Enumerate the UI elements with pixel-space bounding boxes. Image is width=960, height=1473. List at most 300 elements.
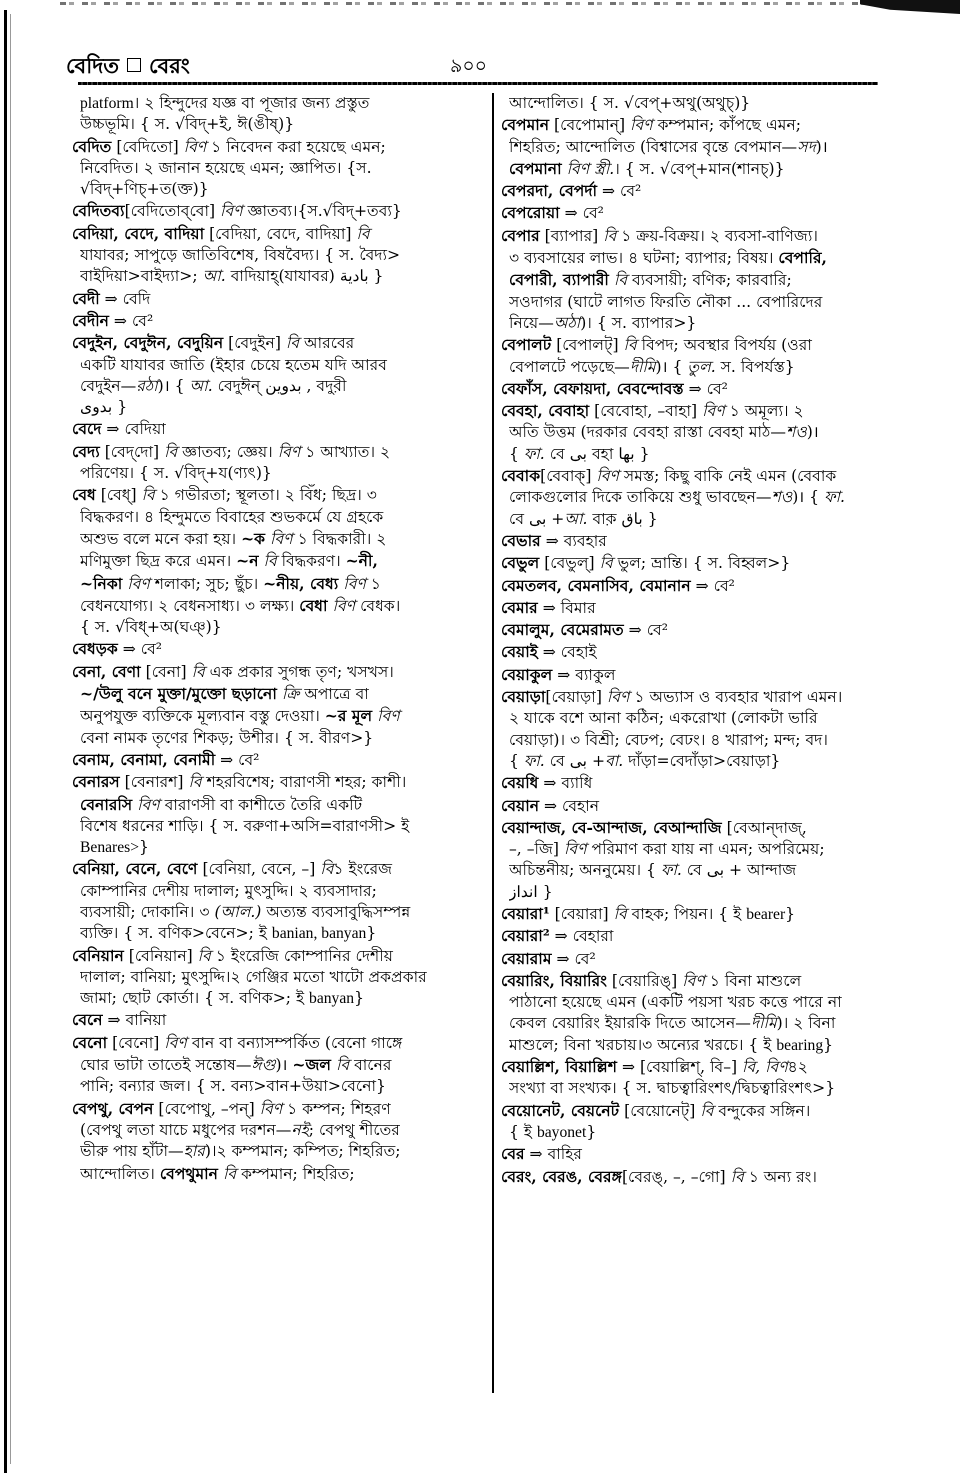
definition-text: কম্পমান; শিহরিত; (236, 1164, 355, 1183)
entry-line (80, 179, 480, 200)
definition-text: পাঠানো হয়েছে এমন (একটি পয়সা খরচ কত্তে পারে না (509, 993, 842, 1012)
definition-text: ⇒ বে² (690, 576, 735, 595)
definition-text: )। (275, 1056, 293, 1075)
entry-headword-line (72, 945, 480, 967)
definition-text: [বেনা] (140, 662, 192, 681)
grammar-label: বি (603, 226, 617, 245)
definition-text: ⇒ বে² (559, 204, 604, 223)
definition-text: ১ নিবেদন করা হয়েছে এমন; (206, 137, 386, 156)
definition-text: বন্দুকের সঙ্গিন। (713, 1101, 811, 1120)
definition-text: } (586, 1122, 597, 1141)
box-separator-icon (127, 58, 141, 72)
definition-text: বেধক। (355, 596, 401, 615)
entry-line (509, 839, 909, 860)
definition-text: বিপদ; অবস্থার বিপর্যয় (ওরা (636, 336, 812, 355)
definition-text: পানি; বন্যার জল। { স. বন্য>বান+উয়া>বেনো} (80, 1077, 386, 1096)
entry-headword-line (501, 686, 909, 708)
entry-headword-line (501, 1100, 909, 1122)
headword: বেয়ারিং, বিয়ারিং (501, 970, 607, 990)
grammar-label: বিণ (563, 840, 587, 859)
entry-line (80, 507, 480, 528)
headword: বেদী (72, 288, 100, 308)
definition-text: ⇒ ব্যবহার (540, 531, 607, 550)
headword: বেদিত (72, 136, 112, 156)
entry-headword-line (72, 484, 480, 506)
entry-headword-line (72, 441, 480, 463)
definition-text: দালাল; বানিয়া; মুৎসুদ্দি।২ গেঞ্জির মতো খাটো প্রকপ্রকার (80, 967, 427, 986)
entry-line (80, 266, 480, 287)
definition-text: বেদুইন— (80, 376, 137, 395)
grammar-label: বিণ (332, 596, 356, 615)
definition-text: শহরবিশেষ; বারাণসী শহর; কাশী। (201, 773, 407, 792)
headword: বেধা (299, 595, 328, 615)
entry-headword-line (501, 619, 909, 641)
entry-headword-line (501, 903, 909, 925)
grammar-label: রঠা (136, 376, 158, 395)
entry-headword-line (72, 661, 480, 683)
definition-text: [বেনিয়ান] (123, 946, 198, 965)
grammar-label: হার (183, 1142, 205, 1161)
definition-text: انداز } (509, 882, 553, 901)
grammar-label: শও (771, 488, 793, 507)
grammar-label: বিণ (277, 442, 301, 461)
entry-headword-line (501, 970, 909, 992)
definition-text: [বেপালট্‌] (551, 336, 624, 355)
definition-text: )। { স. ব্যাপার>} (580, 313, 697, 332)
grammar-label: বি (285, 334, 300, 353)
definition-text: } (366, 924, 377, 943)
definition-text: [বেপোথু, –পন্‌] (153, 1099, 260, 1118)
entry-line (80, 93, 480, 114)
headword: বেনিয়া, বেনে, বেণে (72, 859, 198, 879)
grammar-label: বিণ (596, 467, 619, 486)
grammar-label: বি (613, 904, 627, 923)
headword: বেনারস (72, 772, 120, 792)
definition-text: ব্যবসায়ী; বণিক; কারবারি; (627, 271, 792, 290)
entry-headword-line (501, 180, 909, 202)
definition-text: [বেবোহা, –বাহা] (589, 402, 703, 421)
grammar-label: বিণ স্ত্রী. (566, 159, 615, 178)
definition-text: শলাকা; সুচ; ছুঁচ। (149, 574, 264, 593)
definition-text: )। { (655, 357, 688, 376)
definition-text: ১ অন্য রং। (743, 1167, 817, 1186)
definition-text: ভীরু পায় হাঁটা— (80, 1142, 184, 1161)
headword: বেভার (501, 530, 541, 550)
definition-text: বেপালটে পড়েছে— (509, 357, 630, 376)
entry-line (509, 137, 909, 158)
entry-headword-line (72, 1009, 480, 1031)
entry-line (509, 1122, 909, 1143)
entry-headword-line (72, 1032, 480, 1054)
entry-line (80, 728, 480, 749)
entry-headword-line (72, 638, 480, 660)
entry-line (509, 1078, 909, 1099)
entry-line (80, 550, 480, 572)
definition-text: ঘোর ভাটা তাতেই সন্তোষ— (80, 1056, 252, 1075)
entry-headword-line (501, 400, 909, 422)
definition-text: ১ অভ্যাস ও ব্যবহার খারাপ এমন। (629, 688, 843, 707)
entry-headword-line (501, 530, 909, 552)
grammar-label: বি (197, 946, 211, 965)
definition-text: ⇒ বে² (117, 640, 163, 659)
headword: বেরং, বেরঙ, বেরঙ্গ (501, 1166, 622, 1186)
entry-line (80, 683, 480, 705)
page-number: ৯০০ (450, 55, 488, 77)
entry-headword-line (501, 334, 909, 356)
entry-line (80, 967, 480, 988)
definition-text: )। { (792, 488, 825, 507)
definition-text: বে بى + (544, 751, 606, 770)
headword: ~ন (236, 551, 259, 571)
grammar-label: বিণ (682, 971, 705, 990)
entry-line (509, 422, 909, 443)
headword: বেয়ারাম (501, 948, 552, 968)
definition-text: ১ বিদ্ধকারী। ২ (292, 529, 387, 548)
grammar-label: আ. (189, 376, 213, 395)
grammar-label: সদ (797, 137, 816, 156)
grammar-label: বিণ (270, 529, 293, 548)
definition-text: [বেয়ারা] (549, 904, 614, 923)
grammar-label: ফা. (660, 861, 682, 880)
headword: বেপার (501, 225, 540, 245)
entry-line (80, 158, 480, 179)
definition-text: [বেরঙ্‌, –, –গো] (621, 1167, 731, 1186)
grammar-label: শও (785, 423, 807, 442)
headword: বেবাক (501, 466, 541, 486)
english-text: platform (80, 95, 134, 112)
entry-headword-line (501, 202, 909, 224)
headword: বেপথু, বেপন (72, 1098, 154, 1118)
headword: বেধড়ক (72, 639, 118, 659)
entry-headword-line (72, 332, 480, 354)
definition-text: ১ ইংরেজি কোম্পানির দেশীয় (210, 946, 393, 965)
definition-text: নিয়ে— (509, 313, 554, 332)
entry-line (509, 313, 909, 334)
definition-text: [বেবাক্‌] (540, 467, 597, 486)
entry-line (80, 794, 480, 816)
grammar-label: বি (191, 662, 205, 681)
entry-line (509, 882, 909, 903)
grammar-label: বি (222, 1164, 237, 1183)
english-text: bearer (746, 905, 786, 923)
definition-text: بدوى } (80, 398, 128, 417)
definition-text: কেবল বেয়ারিং ইয়ারকি দিতে আসেন— (509, 1014, 751, 1033)
entry-line (80, 114, 480, 135)
english-text: bayonet (536, 1123, 587, 1141)
definition-text: এক প্রকার সুগন্ধ তৃণ; খসখস। (204, 662, 394, 681)
entry-line (80, 573, 480, 595)
definition-text: } (785, 904, 796, 923)
headword: বেপারী, ব্যাপারী (509, 270, 609, 290)
headword: ~নিকা (80, 573, 123, 593)
grammar-label: তুল. (687, 357, 716, 376)
headword: বেপারি, (778, 248, 827, 268)
grammar-label: বা. (605, 751, 624, 770)
headword: ~র মূল (324, 706, 373, 726)
entry-line (509, 730, 909, 751)
headword: বেবহা, বেবাহা (501, 401, 590, 421)
grammar-label: নই (291, 1120, 309, 1139)
definition-text: ⇒ বেদিয়া (101, 420, 166, 439)
grammar-label: ফা. (824, 488, 845, 507)
entry-headword-line (72, 418, 480, 440)
definition-text: ; বেপথু শীতের (308, 1120, 400, 1139)
entry-line (509, 992, 909, 1013)
headword: বেনারসি (80, 794, 133, 814)
headword: বেয়ারা¹ (501, 903, 550, 923)
definition-text: বিদ্ধকরণ। ৪ হিন্দুমতে বিবাহের শুভকর্মে যে গ্রহকে (80, 507, 384, 526)
left-column (72, 93, 480, 1185)
definition-text: { স. √বিধ্‌+অ(ঘঞ্‌)} (80, 618, 222, 637)
entry-headword-line (501, 552, 909, 574)
headword: বেমতলব, বেমনাসিব, বেমানান (501, 575, 691, 595)
entry-line (80, 902, 480, 923)
entry-line (80, 397, 480, 418)
entry-line (509, 751, 909, 772)
definition-text: [বেদিতোব্‌বো] (124, 202, 221, 221)
definition-text: ⇒ বাহির (524, 1145, 583, 1164)
grammar-label: বি (356, 224, 370, 243)
definition-text: বান বা বন্যাসম্পর্কিত (বেনো গাঙ্গে (186, 1033, 403, 1052)
headword: বেপমানা (509, 158, 562, 178)
definition-text: [বেয়াড়া] (545, 688, 607, 707)
definition-text: বাক় باق } (587, 509, 658, 528)
definition-text: বেদুঈন্‌ بدوين , বদুব়ী (212, 376, 347, 395)
entry-line (80, 463, 480, 484)
english-text: Benares> (80, 839, 140, 857)
entry-headword-line (501, 378, 909, 400)
entry-headword-line (501, 817, 909, 839)
headword: বেয়ধি (501, 773, 539, 793)
headword: বেপরোয়া (501, 203, 560, 223)
entry-headword-line (501, 1056, 909, 1078)
definition-text: [বেনিয়া, বেনে, –] (197, 860, 321, 879)
definition-text: ⇒ বেদি (99, 289, 151, 308)
headword: ~/উলু বনে মুক্তা/মুক্তো ছড়ানো (80, 684, 277, 704)
grammar-label: বি (730, 1167, 744, 1186)
headword: বেয়ান্দাজ, বে-আন্দাজ, বেআন্দাজি (501, 817, 722, 837)
definition-text: অশুভ বলে মনে করা হয়। (80, 529, 242, 548)
definition-text: আন্দোলিত। (80, 1164, 160, 1183)
entry-headword-line (72, 1098, 480, 1120)
headword: ~ক (241, 528, 266, 548)
definition-text: বানের (349, 1056, 392, 1075)
definition-text: কোম্পানির দেশীয় দালাল; মুৎসুদ্দি। ২ ব্যবসাদার; (80, 881, 377, 900)
definition-text: বে بى + (509, 509, 565, 528)
entry-line (509, 357, 909, 378)
definition-text: [বেদিতো] (111, 137, 184, 156)
definition-text: ব্যক্তি। { স. বণিক>বেনে>; ই (80, 924, 272, 943)
entry-headword-line (501, 465, 909, 487)
right-column (501, 93, 909, 1188)
entry-line (509, 269, 909, 291)
definition-text: বাদিয়াহ্‌(যাযাবর) بادية } (225, 267, 384, 286)
entry-line (509, 93, 909, 114)
entry-line (80, 1054, 480, 1076)
definition-text: অনুপযুক্ত ব্যক্তিকে মূল্যবান বস্তু দেওয়া। (80, 707, 325, 726)
definition-text: ১ কম্পন; শিহরণ (282, 1099, 391, 1118)
definition-text: সংখ্যা বা সংখ্যক। { স. দ্বাচত্বারিংশৎ/দ্বিচত্বারিংশৎ>} (509, 1079, 836, 1098)
grammar-label: বিণ (259, 1099, 283, 1118)
definition-text: [বেয়ারিঙ্‌] (606, 971, 683, 990)
definition-text: কম্পমান; কাঁপছে এমন; (652, 116, 802, 135)
entry-headword-line (72, 223, 480, 245)
definition-text: ⇒ বে² (597, 182, 642, 201)
english-text: bearing (776, 1036, 824, 1054)
guide-word-last: বেরং (149, 53, 190, 78)
headword: বেধ (72, 485, 96, 505)
definition-text: ⇒ বে² (551, 949, 596, 968)
entry-headword-line (72, 200, 480, 222)
grammar-label: বিণ (702, 402, 725, 421)
entry-line (80, 376, 480, 397)
headword: বেয়ারা² (501, 926, 550, 946)
definition-text: { (509, 444, 524, 463)
definition-text: স. বিপর্যস্ত} (715, 357, 795, 376)
definition-text: )।২ কম্পমান; কম্পিত; শিহরিত; (204, 1142, 401, 1161)
entry-line (80, 705, 480, 727)
entry-line (509, 1013, 909, 1034)
grammar-label: বিণ (630, 116, 653, 135)
headword: বেনা, বেণা (72, 661, 141, 681)
headword: বেপথুমান (159, 1163, 218, 1183)
grammar-label: বি (623, 336, 637, 355)
headword: বেয়াল্লিশ, বিয়াল্লিশ (501, 1057, 617, 1077)
entry-headword-line (72, 310, 480, 332)
entry-headword-line (501, 948, 909, 970)
definition-text: [বেনো] (107, 1033, 165, 1052)
definition-text: বে بى বহা بها } (544, 444, 650, 463)
definition-text: ব্যবসায়ী; দোকানি। ৩ (80, 902, 215, 921)
headword: বেদিতব্য (72, 201, 125, 221)
entry-headword-line (72, 136, 480, 158)
definition-text: } (139, 838, 149, 857)
definition-text: [বেধ্‌] (95, 486, 142, 505)
definition-text: } (354, 989, 364, 1008)
grammar-label: বিণ (164, 1033, 187, 1052)
headword: বেপালট (501, 335, 552, 355)
entry-line (80, 923, 480, 944)
definition-text: ⇒ বেহারা (549, 927, 614, 946)
definition-text: ৩ ব্যবসায়ের লাভ। ৪ ঘটনা; ব্যাপার; বিষয়। (509, 249, 779, 268)
definition-text: ⇒ বে² (108, 311, 154, 330)
definition-text: সওদাগর (ঘাটে লাগত ফিরতি নৌকা ... বেপারিদের (509, 292, 823, 311)
definition-text: বিদ্ধকরণ। (276, 552, 346, 571)
headword: বেয়োনেট, বেয়নেট (501, 1100, 620, 1120)
definition-text: অপাত্রে বা (299, 685, 369, 704)
grammar-label: বি (263, 552, 277, 571)
entry-headword-line (501, 772, 909, 794)
definition-text: । ২ হিন্দুদের যজ্ঞ বা পূজার জন্য প্রস্তুত (133, 94, 370, 112)
entry-headword-line (501, 641, 909, 663)
scan-artifact-corner (860, 0, 960, 14)
definition-text: )। (806, 423, 819, 442)
entry-line (80, 1163, 480, 1185)
headword: ~নী, (345, 551, 378, 571)
entry-headword-line (501, 795, 909, 817)
definition-text: √বিদ্‌+ণিচ্‌+ত(ক্ত)} (80, 180, 209, 199)
grammar-label: বিণ (127, 574, 150, 593)
definition-text: জামা; ছোট কোর্তা। { স. বণিক>; ই (80, 989, 310, 1008)
grammar-label: আ. (202, 267, 226, 286)
column-divider (492, 93, 494, 1393)
grammar-label: বি (700, 1101, 714, 1120)
headword: বেনো (72, 1032, 108, 1052)
grammar-label: ঈগু (251, 1056, 276, 1075)
entry-line (80, 837, 480, 858)
entry-headword-line (501, 114, 909, 136)
definition-text: ১ (365, 574, 381, 593)
definition-text: ৪২ (787, 1058, 808, 1077)
scan-artifact-top (60, 2, 920, 5)
grammar-label: বিণ (220, 202, 243, 221)
definition-text: ⇒ ব্যাকুল (552, 665, 616, 684)
definition-text: জ্ঞাতব্য; জ্ঞেয়। (177, 442, 278, 461)
definition-text: ১ ক্রয়-বিক্রয়। ২ ব্যবসা-বাণিজ্য। (616, 226, 818, 245)
headword: বেপরদা, বেপর্দা (501, 181, 598, 201)
entry-line (80, 528, 480, 550)
headword: বেমালুম, বেমেরামত (501, 620, 624, 640)
definition-text: বেয়াড়া)। ৩ বিশ্রী; বেঢপ; বেঢং। ৪ খারাপ; মন্দ; বদ। (509, 730, 828, 749)
definition-text: মাশুলে; বিনা খরচায়।৩ অন্যের খরচে। { ই (509, 1035, 777, 1054)
definition-text: { (509, 751, 524, 770)
headword: বেদিয়া, বেদে, বাদিয়া (72, 223, 205, 243)
grammar-label: অঠা (553, 313, 581, 332)
definition-text: পরিমাণ করা যায় না এমন; অপরিমেয়; (586, 840, 825, 859)
entry-headword-line (72, 288, 480, 310)
entry-line (80, 1141, 480, 1162)
entry-line (509, 158, 909, 180)
definition-text: বাহক; পিয়ন। { ই (626, 904, 747, 923)
definition-text: মণিমুক্তা ছিদ্র করে এমন। (80, 552, 237, 571)
definition-text: [বেনারশ] (119, 773, 189, 792)
definition-text: ⇒ ব্যাধি (538, 774, 593, 793)
grammar-label: বি (336, 1056, 350, 1075)
entry-headword-line (72, 858, 480, 880)
definition-text: শিহরিত; আন্দোলিত (বিশ্বাসের বৃন্তে বেপমান— (509, 137, 798, 156)
definition-text: অতি উত্তম (দরকার বেবহা রাস্তা বেবহা মাঠ— (509, 423, 786, 442)
grammar-label: ফা. (523, 751, 545, 770)
header-rule (78, 82, 878, 85)
grammar-label: আ. (564, 509, 588, 528)
entry-headword-line (501, 575, 909, 597)
grammar-label: দীমি (629, 357, 656, 376)
page-edge-left (4, 10, 7, 1473)
entry-line (80, 1076, 480, 1097)
definition-text: )। (815, 137, 828, 156)
grammar-label: বি (188, 773, 202, 792)
grammar-label: বি (164, 442, 178, 461)
grammar-label: বিণ (606, 688, 630, 707)
english-text: banian, banyan (271, 925, 367, 943)
entry-line (80, 816, 480, 837)
definition-text: অত্যন্ত ব্যবসাবুদ্ধিসম্পন্ন (261, 902, 411, 921)
entry-line (80, 881, 480, 902)
entry-line (80, 988, 480, 1009)
definition-text: বেধনযোগ্য। ২ বেধনসাধ্য। ৩ লক্ষ্য। (80, 596, 300, 615)
headword: বেয়াই (501, 642, 538, 662)
headword: বেনিয়ান (72, 945, 124, 965)
english-text: banyan (309, 990, 355, 1008)
guide-word-first: বেদিত (66, 53, 120, 78)
definition-text: ⇒ বানিয়া (102, 1011, 167, 1030)
headword: বেফাঁস, বেফায়দা, বেবন্দোবস্ত (501, 378, 684, 398)
entry-line (80, 355, 480, 376)
entry-headword-line (501, 225, 909, 247)
guide-words (66, 50, 190, 85)
definition-text: দাঁড়া=বেদাঁড়া>বেয়াড়া} (623, 751, 781, 770)
grammar-label: বিণ (377, 707, 400, 726)
